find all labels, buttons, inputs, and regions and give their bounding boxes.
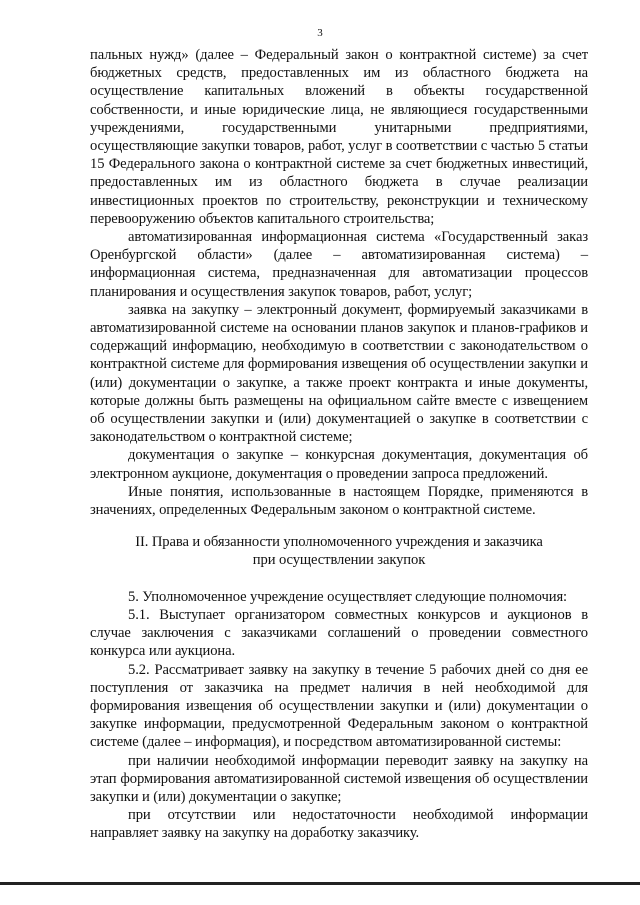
scan-bottom-edge-line xyxy=(0,882,640,885)
paragraph-item-5-1: 5.1. Выступает организатором совместных конкурсов и аукционов в случае заключения с заказчиками соглашений о проведении совместного конкурса или аукциона. xyxy=(90,606,588,660)
paragraph-item-5-2: 5.2. Рассматривает заявку на закупку в течение 5 рабочих дней со дня ее поступления от заказчика на предмет наличия в ней необходимой для формирования извещения об осуществлении закупки и (или) документации о закупке информации, предусмотренной Федеральным законом о контрактной системе (далее – информация), и посредством автоматизированной системы: xyxy=(90,661,588,751)
paragraph-item-5: 5. Уполномоченное учреждение осуществляет следующие полномочия: xyxy=(128,588,568,605)
paragraph-purchase-request-definition: заявка на закупку – электронный документ, формируемый заказчиками в автоматизированной системе на основании планов закупок и планов-графиков и содержащий информацию, необходимую в соответствии с законодательством о контрактной системе для формирования извещения об осуществлении закупки и (или) документации о закупке, а также проект контракта и иные документы, которые должны быть размещены на официальном сайте вместе с извещением об осуществлении закупки и (или) документацией о закупке в соответствии с законодательством о контрактной системе; xyxy=(90,301,588,446)
section-heading-line-1: II. Права и обязанности уполномоченного учреждения и заказчика xyxy=(135,534,543,551)
section-heading xyxy=(90,533,588,569)
paragraph-item-5-2-absence: при отсутствии или недостаточности необходимой информации направляет заявку на закупку на доработку заказчику. xyxy=(90,807,588,842)
paragraph-item-5-2-presence: при наличии необходимой информации переводит заявку на закупку на этап формирования автоматизированной системой извещения об осуществлении закупки и (или) документации о закупке; xyxy=(90,752,588,805)
page-number: 3 xyxy=(317,27,323,39)
section-heading-line-2: при осуществлении закупок xyxy=(252,552,426,569)
paragraph-other-terms: Иные понятия, использованные в настоящем Порядке, применяются в значениях, определенных Федеральным законом о контрактной системе. xyxy=(90,483,588,519)
paragraph-automated-system-definition: автоматизированная информационная система «Государственный заказ Оренбургской области» (далее – автоматизированная система) – информационная система, предназначенная для автоматизации процессов планирования и осуществления закупок товаров, работ, услуг; xyxy=(90,229,588,300)
paragraph-documentation-definition: документация о закупке – конкурсная документация, документация об электронном аукционе, документация о проведении запроса предложений. xyxy=(90,447,588,482)
paragraph-continuation: пальных нужд» (далее – Федеральный закон о контрактной системе) за счет бюджетных средств, предоставленных им из областного бюджета на осуществление капитальных вложений в объекты государственной собственности, и иные юридические лица, не являющиеся государственными учреждениями, государственными унитарными предприятиями, осуществляющие закупки товаров, работ, услуг в соответствии с частью 5 статьи 15 Федерального закона о контрактной системе за счет бюджетных инвестиций, предоставленных им из областного бюджета в случае реализации инвестиционных проектов по строительству, реконструкции и техническому перевооружению объектов капитального строительства; xyxy=(90,47,588,227)
document-body xyxy=(90,46,588,843)
